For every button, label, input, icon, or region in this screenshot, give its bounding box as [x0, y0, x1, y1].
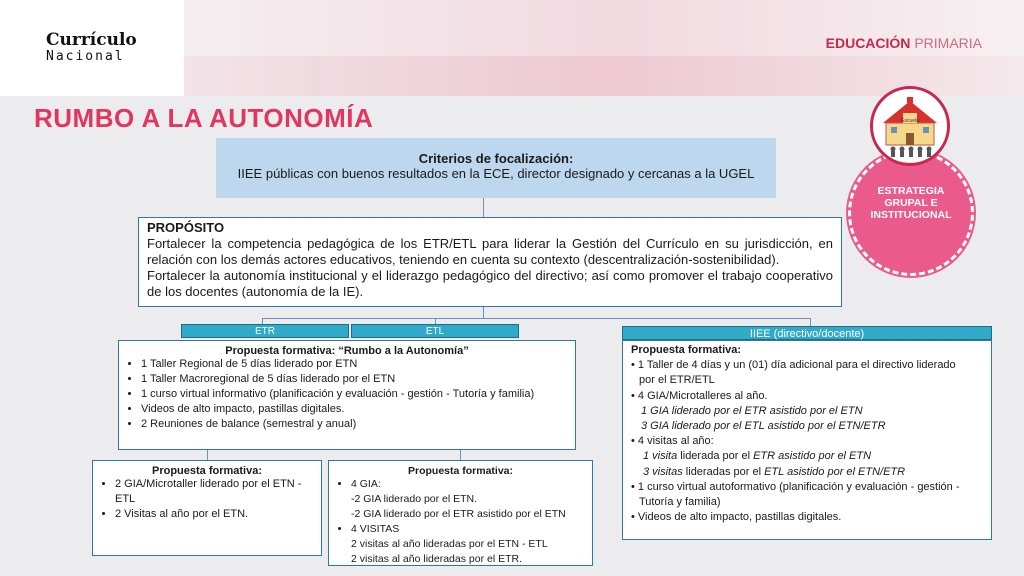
strategy-badge — [848, 150, 974, 276]
badge-line1: ESTRATEGIA — [877, 185, 945, 197]
iiee-text: ETR asistido por el ETN — [744, 404, 863, 417]
iiee-line: • 4 visitas al año: — [631, 435, 714, 448]
etl-item1: 4 GIA: — [351, 478, 381, 490]
proposito-p1: Fortalecer la competencia pedagógica de los ETR/ETL para liderar la Gestión del Currículo en su jurisdicción, en relación con los demás actores educativos, teniendo en cuenta su contexto (descentralización-sostenibilidad). — [147, 236, 833, 267]
list-item: • 1 Taller Macroregional de 5 días liderado por el ETN — [141, 372, 569, 387]
etl-item2-sub2: 2 visitas al año lideradas por el ETR. — [351, 553, 522, 565]
tab-iiee: IIEE (directivo/docente) — [622, 326, 992, 340]
tab-etr: ETR — [181, 324, 349, 338]
proposito-heading: PROPÓSITO — [147, 220, 225, 235]
iiee-heading-text: Propuesta formativa — [631, 344, 738, 356]
etr-heading: Propuesta formativa: — [151, 465, 263, 477]
etr-box — [92, 460, 322, 556]
etl-heading: Propuesta formativa: — [407, 465, 514, 477]
criterios-text: IIEE públicas con buenos resultados en la ECE, director designado y cercanas a la UGEL — [237, 166, 755, 181]
list-item: • 2 Reuniones de balance (semestral y anual) — [141, 417, 569, 432]
rumbo-heading-b: : “Rumbo a la Autonomía” — [331, 345, 469, 357]
rumbo-heading-a: Propuesta formativa — [225, 345, 332, 357]
iiee-text: 1 GIA liderado por el — [641, 404, 745, 417]
logo-line1: Currículo — [46, 30, 137, 50]
list-item — [351, 477, 586, 522]
connector — [483, 198, 484, 217]
criterios-heading: Criterios de focalización: — [418, 151, 574, 166]
list-item: • Videos de alto impacto, pastillas digitales. — [141, 402, 569, 417]
iiee-text: lideradas por el — [682, 465, 765, 478]
etl-item2-sub1: 2 visitas al año lideradas por el ETN - ETL — [351, 538, 548, 550]
iiee-heading: Propuesta formativa: — [631, 344, 742, 356]
connector — [810, 318, 811, 326]
iiee-text: 3 GIA liderado por el — [641, 420, 745, 433]
badge-line3: INSTITUCIONAL — [870, 209, 952, 221]
iiee-line: • Videos de alto impacto, pastillas digitales. — [631, 511, 842, 524]
iiee-line — [631, 404, 983, 419]
list-item: • 1 curso virtual informativo (planificación y evaluación - gestión - Tutoría y familia) — [141, 387, 569, 402]
iiee-text: ETR asistido por el ETN — [753, 450, 872, 463]
badge-line2: GRUPAL E — [884, 197, 938, 209]
iiee-line: • 1 Taller de 4 días y un (01) día adicional para el directivo liderado — [631, 359, 956, 372]
etl-box — [328, 460, 593, 566]
list-item — [351, 522, 586, 567]
level-light: PRIMARIA — [914, 35, 982, 51]
iiee-text: ETL asistido por el ETN/ETR — [764, 465, 906, 478]
iiee-text: 3 visitas — [643, 465, 683, 478]
iiee-box — [622, 340, 992, 540]
rumbo-box — [118, 340, 576, 450]
connector — [262, 318, 810, 319]
iiee-text: 1 visita — [643, 450, 678, 463]
rumbo-heading — [125, 345, 569, 357]
criterios-box — [216, 138, 776, 198]
iiee-line: por el ETR/ETL — [639, 374, 715, 387]
etl-item1-sub2: -2 GIA liderado por el ETR asistido por el ETN — [351, 508, 566, 520]
page-title: RUMBO A LA AUTONOMÍA — [34, 103, 374, 133]
iiee-line: • 1 curso virtual autoformativo (planificación y evaluación - gestión - — [631, 480, 960, 493]
list-item: • 2 Visitas al año por el ETN. — [115, 507, 315, 522]
school-icon — [870, 86, 950, 166]
school-sign: Escuela — [901, 118, 919, 124]
level-label — [826, 35, 982, 51]
iiee-line: Tutoría y familia) — [639, 496, 721, 509]
iiee-line — [631, 465, 983, 480]
logo-line2: Nacional — [46, 49, 125, 64]
etl-list — [335, 477, 586, 567]
etl-item2: 4 VISITAS — [351, 523, 400, 535]
proposito-p2: Fortalecer la autonomía institucional y el liderazgo pedagógico del directivo; así como promover el trabajo cooperativo de los docentes (autonomía de la IE). — [147, 268, 833, 299]
logo — [0, 0, 184, 96]
iiee-text: liderada por el — [677, 450, 754, 463]
list-item: • 1 Taller Regional de 5 días liderado por ETN — [141, 357, 569, 372]
iiee-line: • 4 GIA/Microtalleres al año. — [631, 389, 768, 402]
iiee-line — [631, 449, 983, 464]
list-item: • 2 GIA/Microtaller liderado por el ETN - ETL — [115, 477, 315, 507]
proposito-box — [138, 217, 842, 307]
etr-list — [99, 477, 315, 522]
iiee-line — [631, 419, 983, 434]
tab-etl: ETL — [351, 324, 519, 338]
iiee-text: ETL asistido por el ETN/ETR — [744, 420, 886, 433]
etl-item1-sub1: -2 GIA liderado por el ETN. — [351, 493, 478, 505]
level-bold: EDUCACIÓN — [825, 35, 911, 51]
connector — [483, 307, 484, 318]
rumbo-list — [125, 357, 569, 432]
